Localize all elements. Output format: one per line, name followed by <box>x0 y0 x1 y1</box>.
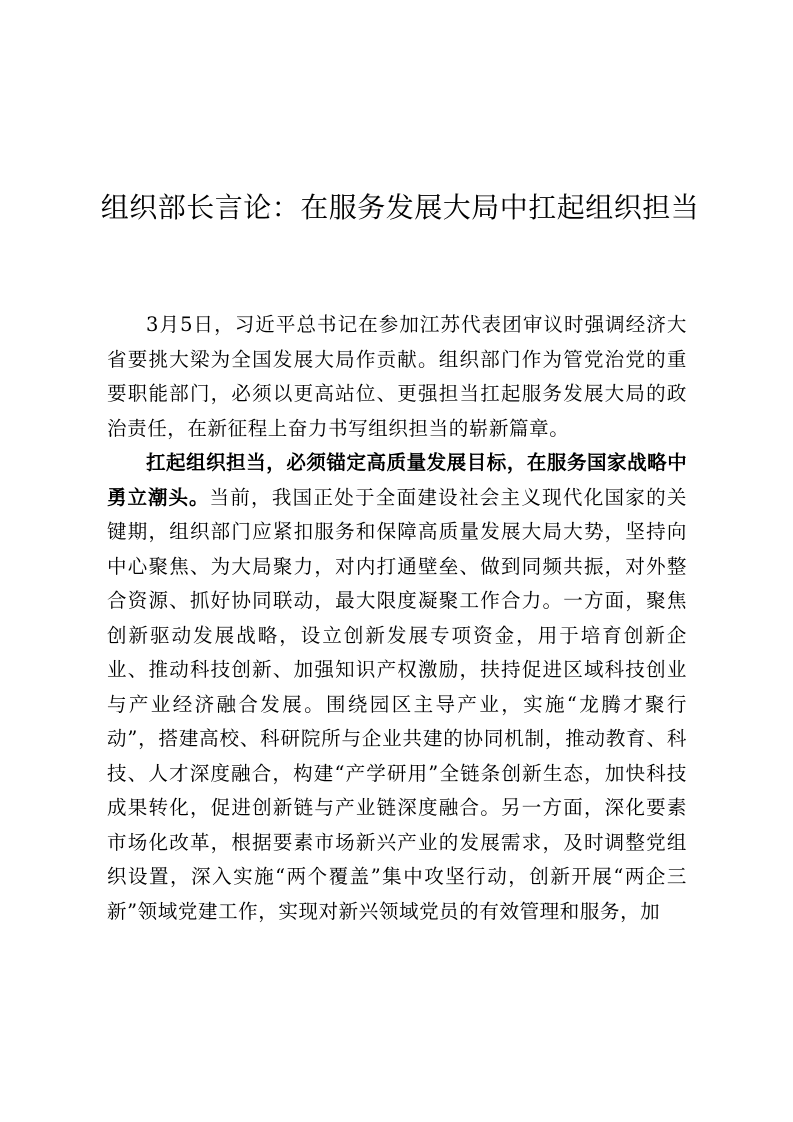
document-title: 组织部长言论：在服务发展大局中扛起组织担当 <box>100 191 700 224</box>
paragraph-text: 当前，我国正处于全面建设社会主义现代化国家的关键期，组织部门应紧扣服务和保障高质量发展大局大势，坚持向中心聚焦、为大局聚力，对内打通壁垒、做到同频共振，对外整合资源、抓好协同联动，最大限度凝聚工作合力。一方面，聚焦创新驱动发展战略，设立创新发展专项资金，用于培育创新企业、推动科技创新、加强知识产权激励，扶持促进区域科技创业与产业经济融合发展。围绕园区主导产业，实施“龙腾才聚行动”，搭建高校、科研院所与企业共建的协同机制，推动教育、科技、人才深度融合，构建“产学研用”全链条创新生态，加快科技成果转化，促进创新链与产业链深度融合。另一方面，深化要素市场化改革，根据要素市场新兴产业的发展需求，及时调整党组织设置，深入实施“两个覆盖”集中攻坚行动，创新开展“两企三新”领域党建工作，实现对新兴领域党员的有效管理和服务，加 <box>107 485 687 923</box>
document-body <box>107 308 687 929</box>
paragraph-lead: 扛起组织担当，必须锚定高质量发展目标，在服务国家战略中勇立潮头。 <box>107 451 687 509</box>
paragraph-section-1 <box>107 446 687 929</box>
paragraph-intro <box>107 308 687 446</box>
paragraph-text: 3月5日，习近平总书记在参加江苏代表团审议时强调经济大省要挑大梁为全国发展大局作贡献。组织部门作为管党治党的重要职能部门，必须以更高站位、更强担当扛起服务发展大局的政治责任，在新征程上奋力书写组织担当的崭新篇章。 <box>107 313 687 440</box>
